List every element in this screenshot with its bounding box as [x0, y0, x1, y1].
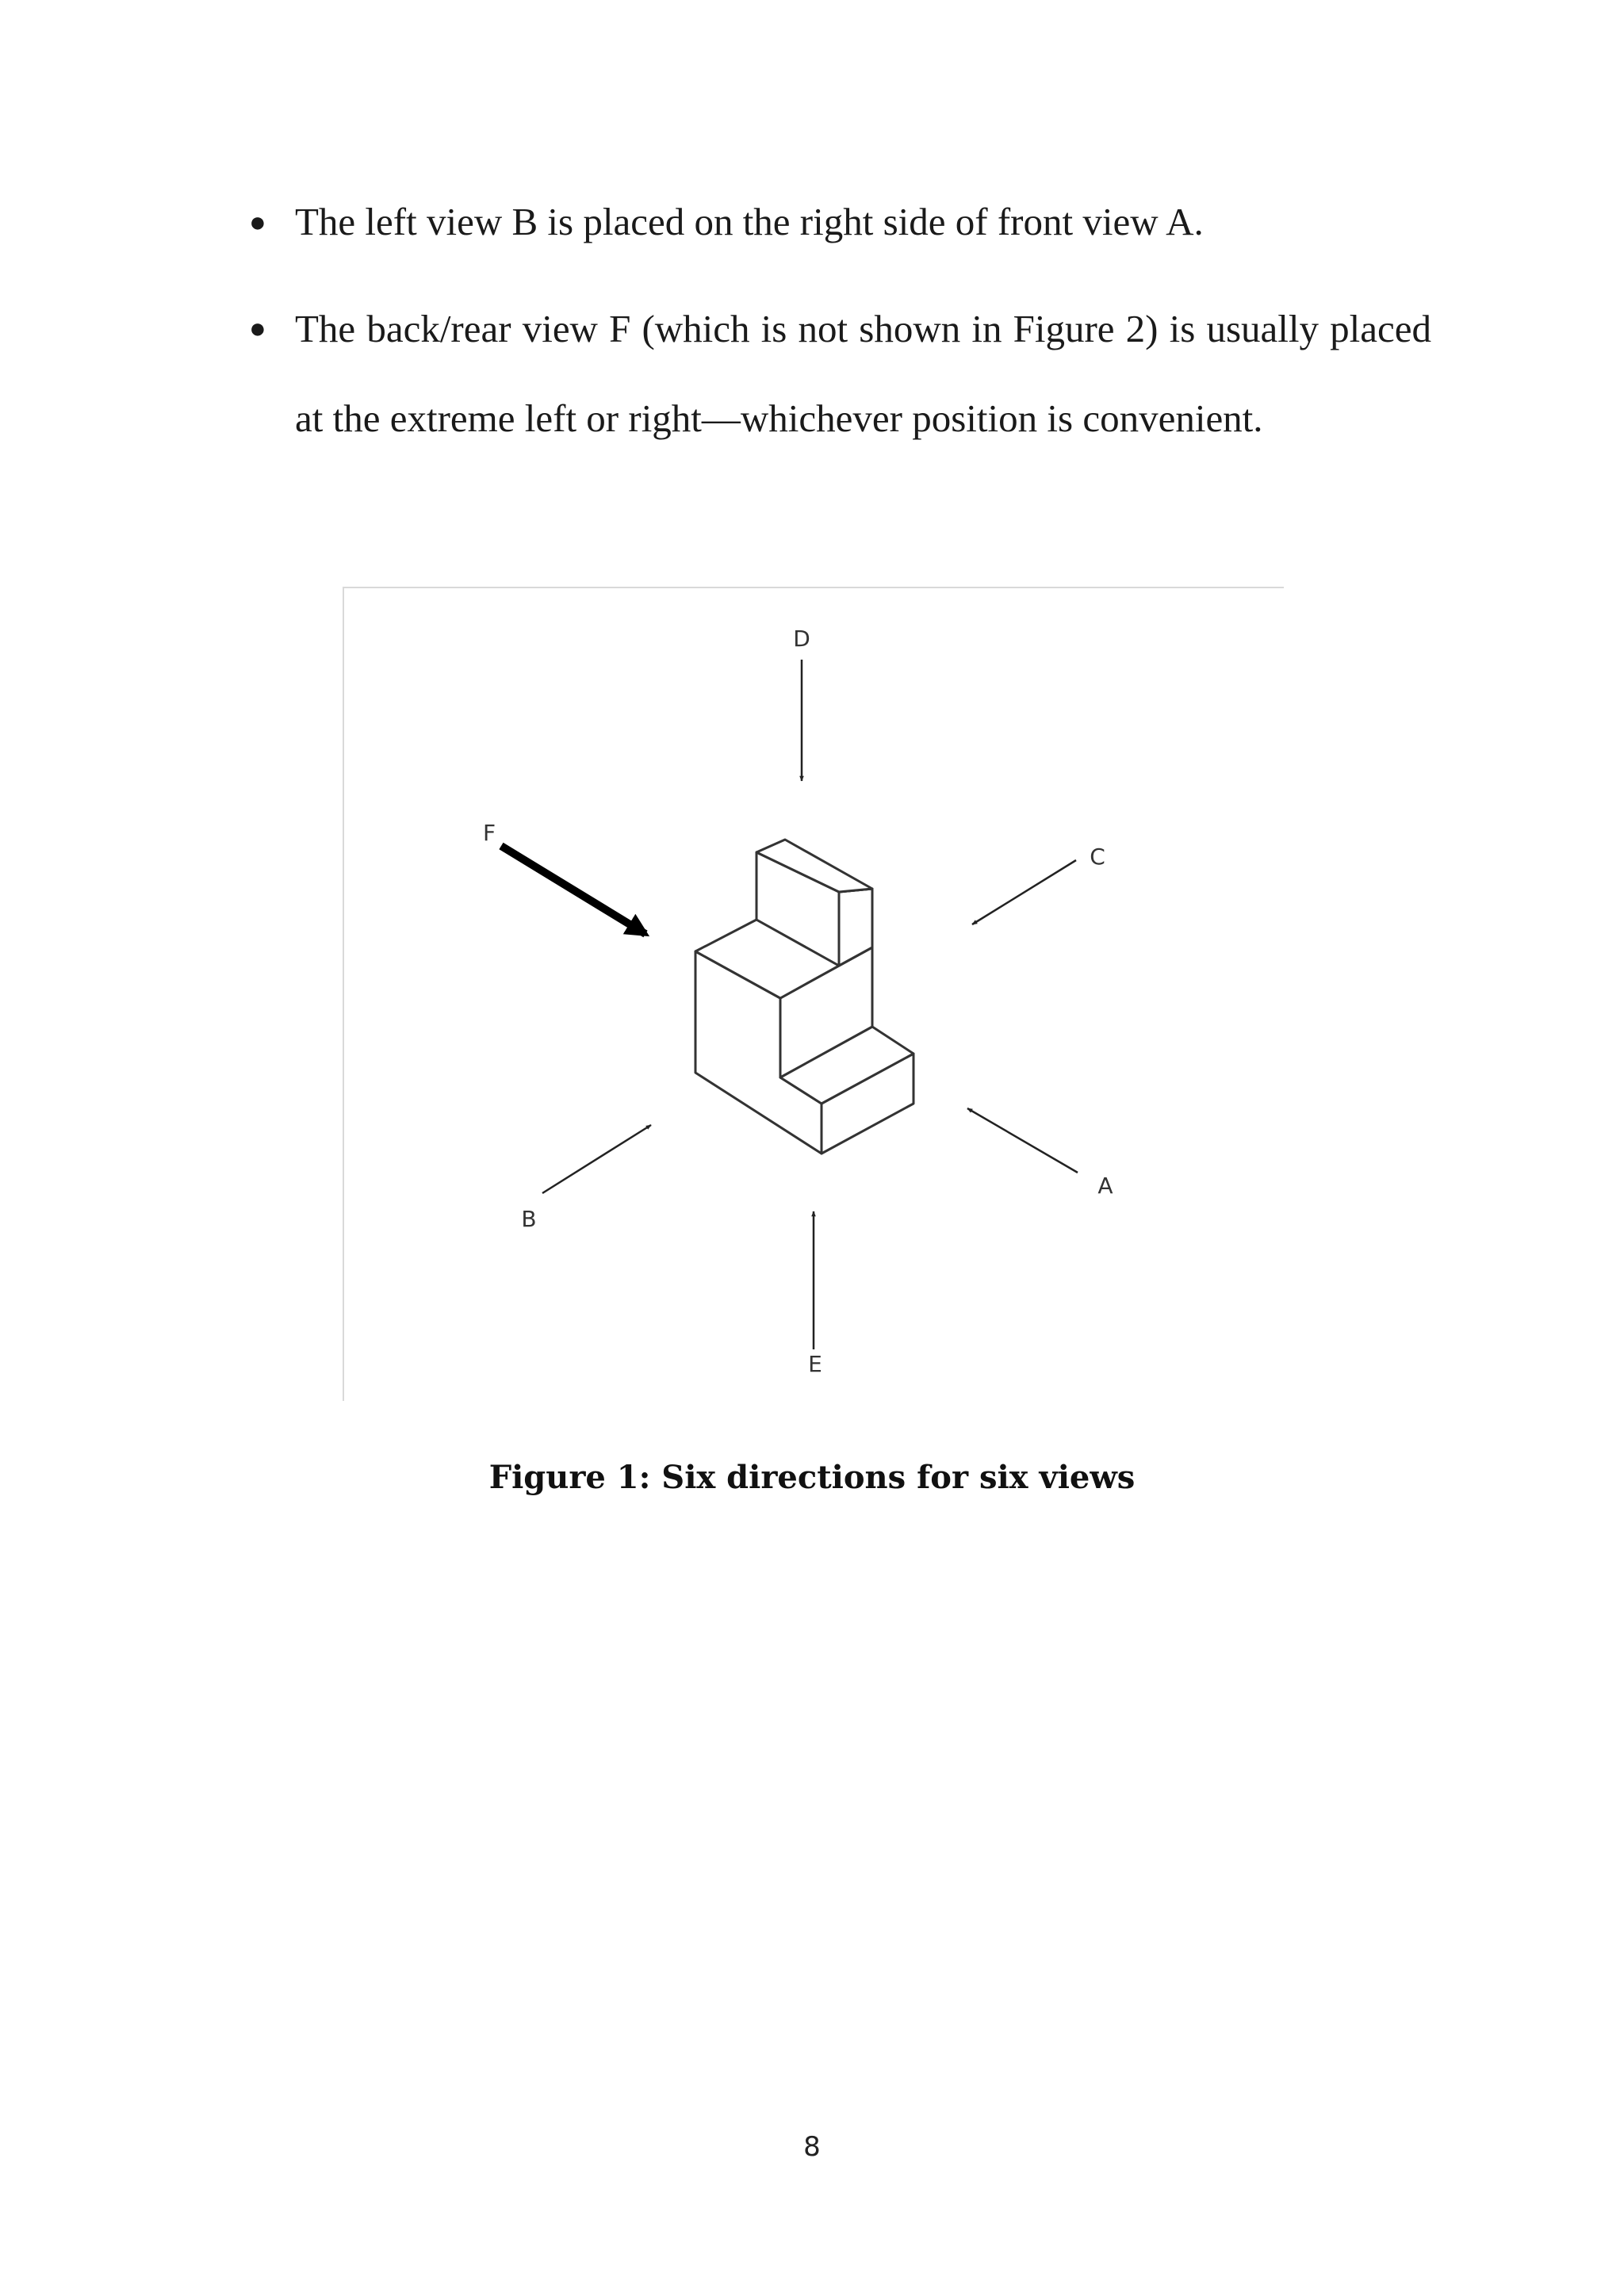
arrow-c — [972, 860, 1076, 924]
bullet-list — [238, 192, 1431, 463]
isometric-diagram — [344, 588, 1284, 1401]
label-a: A — [1097, 1173, 1113, 1199]
arrow-f — [501, 846, 645, 934]
figure-caption: Figure 1: Six directions for six views — [488, 1459, 1136, 1496]
bullet-item — [238, 284, 1431, 463]
arrow-b — [542, 1125, 651, 1193]
label-c: C — [1090, 844, 1105, 870]
label-b: B — [521, 1206, 537, 1232]
isometric-block — [695, 840, 914, 1154]
bullet-icon: ● — [249, 206, 266, 238]
figure-six-views — [343, 587, 1284, 1401]
arrow-a — [967, 1108, 1078, 1173]
label-d: D — [793, 626, 810, 652]
bullet-text: The back/rear view F (which is not shown in Figure 2) is usually placed at the extreme left or right—whichever position is convenient. — [295, 307, 1431, 440]
page-number: 8 — [803, 2131, 821, 2163]
bullet-item — [238, 192, 1431, 252]
bullet-text: The left view B is placed on the right side of front view A. — [295, 200, 1204, 243]
label-f: F — [482, 820, 496, 846]
bullet-icon: ● — [249, 312, 266, 344]
label-e: E — [808, 1351, 822, 1377]
